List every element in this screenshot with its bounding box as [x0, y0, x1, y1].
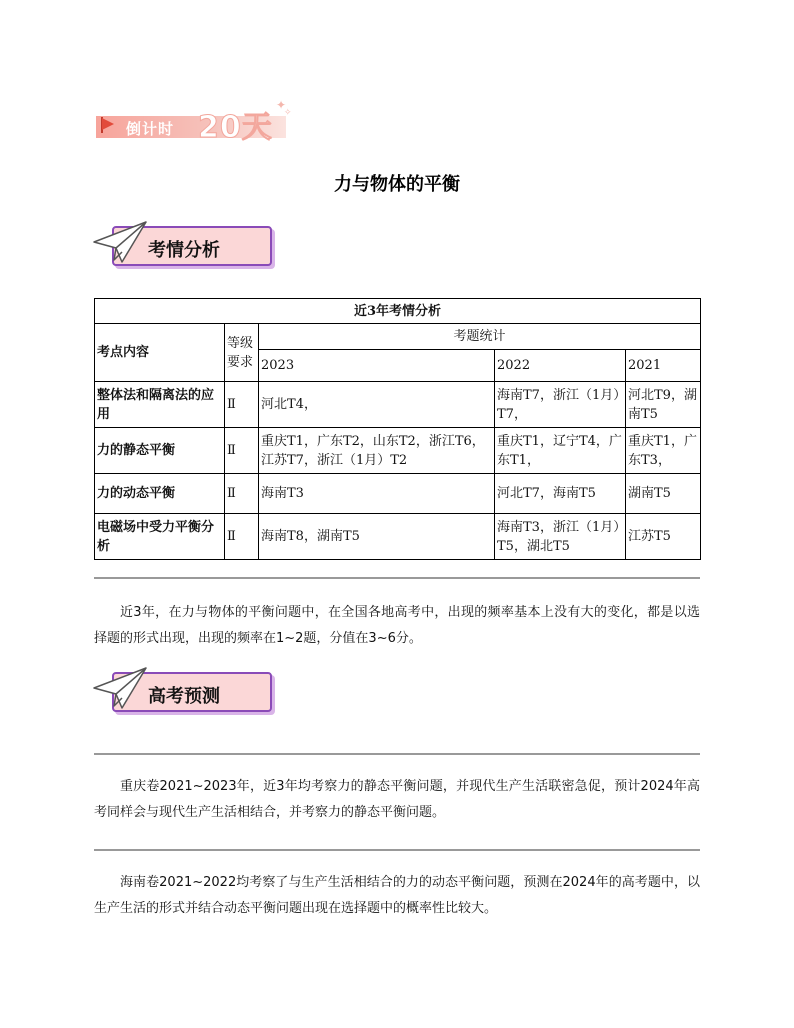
forecast-paragraph: 海南卷2021~2022均考察了与生产生活相结合的力的动态平衡问题，预测在2024年的高考题中，以生产生活的形式并结合动态平衡问题出现在选择题中的概率性比较大。 — [94, 875, 700, 916]
cell-2023: 重庆T1，广东T2，山东T2，浙江T6，江苏T7，浙江（1月）T2 — [259, 428, 495, 474]
countdown-banner — [96, 98, 292, 145]
countdown-days: 20天 — [198, 110, 273, 145]
level-cell: Ⅱ — [225, 474, 259, 514]
stats-table — [94, 298, 701, 560]
cell-2023: 海南T3 — [259, 474, 495, 514]
cell-2022: 海南T7，浙江（1月）T7， — [495, 382, 626, 428]
topic-cell: 整体法和隔离法的应用 — [95, 382, 225, 428]
divider — [94, 753, 700, 755]
table-row — [95, 382, 701, 428]
topic-cell: 力的静态平衡 — [95, 428, 225, 474]
table-row — [95, 514, 701, 560]
col-header-topic: 考点内容 — [95, 324, 225, 382]
cell-2023: 河北T4， — [259, 382, 495, 428]
divider — [94, 577, 700, 579]
year-header: 2021 — [626, 350, 701, 382]
cell-2021: 江苏T5 — [626, 514, 701, 560]
year-header: 2023 — [259, 350, 495, 382]
analysis-paragraph: 近3年，在力与物体的平衡问题中，在全国各地高考中，出现的频率基本上没有大的变化，都是以选择题的形式出现，出现的频率在1~2题，分值在3~6分。 — [94, 605, 700, 646]
cell-2022: 河北T7，海南T5 — [495, 474, 626, 514]
paper-plane-icon — [92, 220, 148, 266]
paper-plane-icon — [92, 666, 148, 712]
section-analysis — [92, 224, 282, 272]
flag-icon — [102, 118, 114, 130]
topic-cell: 力的动态平衡 — [95, 474, 225, 514]
sparkle-icon: ✦ — [276, 98, 287, 112]
level-cell: Ⅱ — [225, 514, 259, 560]
level-cell: Ⅱ — [225, 428, 259, 474]
topic-cell: 电磁场中受力平衡分析 — [95, 514, 225, 560]
cell-2021: 河北T9，湖南T5 — [626, 382, 701, 428]
divider — [94, 849, 700, 851]
section-heading: 高考预测 — [148, 686, 220, 707]
cell-2021: 湖南T5 — [626, 474, 701, 514]
cell-2021: 重庆T1，广东T3， — [626, 428, 701, 474]
cell-2022: 重庆T1，辽宁T4，广东T1， — [495, 428, 626, 474]
table-row — [95, 474, 701, 514]
section-heading: 考情分析 — [148, 240, 220, 261]
sparkle-icon: ✧ — [284, 108, 292, 118]
table-row — [95, 428, 701, 474]
section-forecast — [92, 670, 282, 718]
table-caption: 近3年考情分析 — [95, 299, 701, 324]
countdown-label: 倒计时 — [126, 120, 175, 138]
year-header: 2022 — [495, 350, 626, 382]
page-title: 力与物体的平衡 — [334, 174, 460, 195]
cell-2022: 海南T3，浙江（1月）T5，湖北T5 — [495, 514, 626, 560]
cell-2023: 海南T8，湖南T5 — [259, 514, 495, 560]
level-cell: Ⅱ — [225, 382, 259, 428]
col-header-stats: 考题统计 — [259, 324, 701, 350]
forecast-paragraph: 重庆卷2021~2023年，近3年均考察力的静态平衡问题，并现代生产生活联密急促，预计2024年高考同样会与现代生产生活相结合，并考察力的静态平衡问题。 — [94, 779, 700, 820]
col-header-level: 等级要求 — [225, 324, 259, 382]
